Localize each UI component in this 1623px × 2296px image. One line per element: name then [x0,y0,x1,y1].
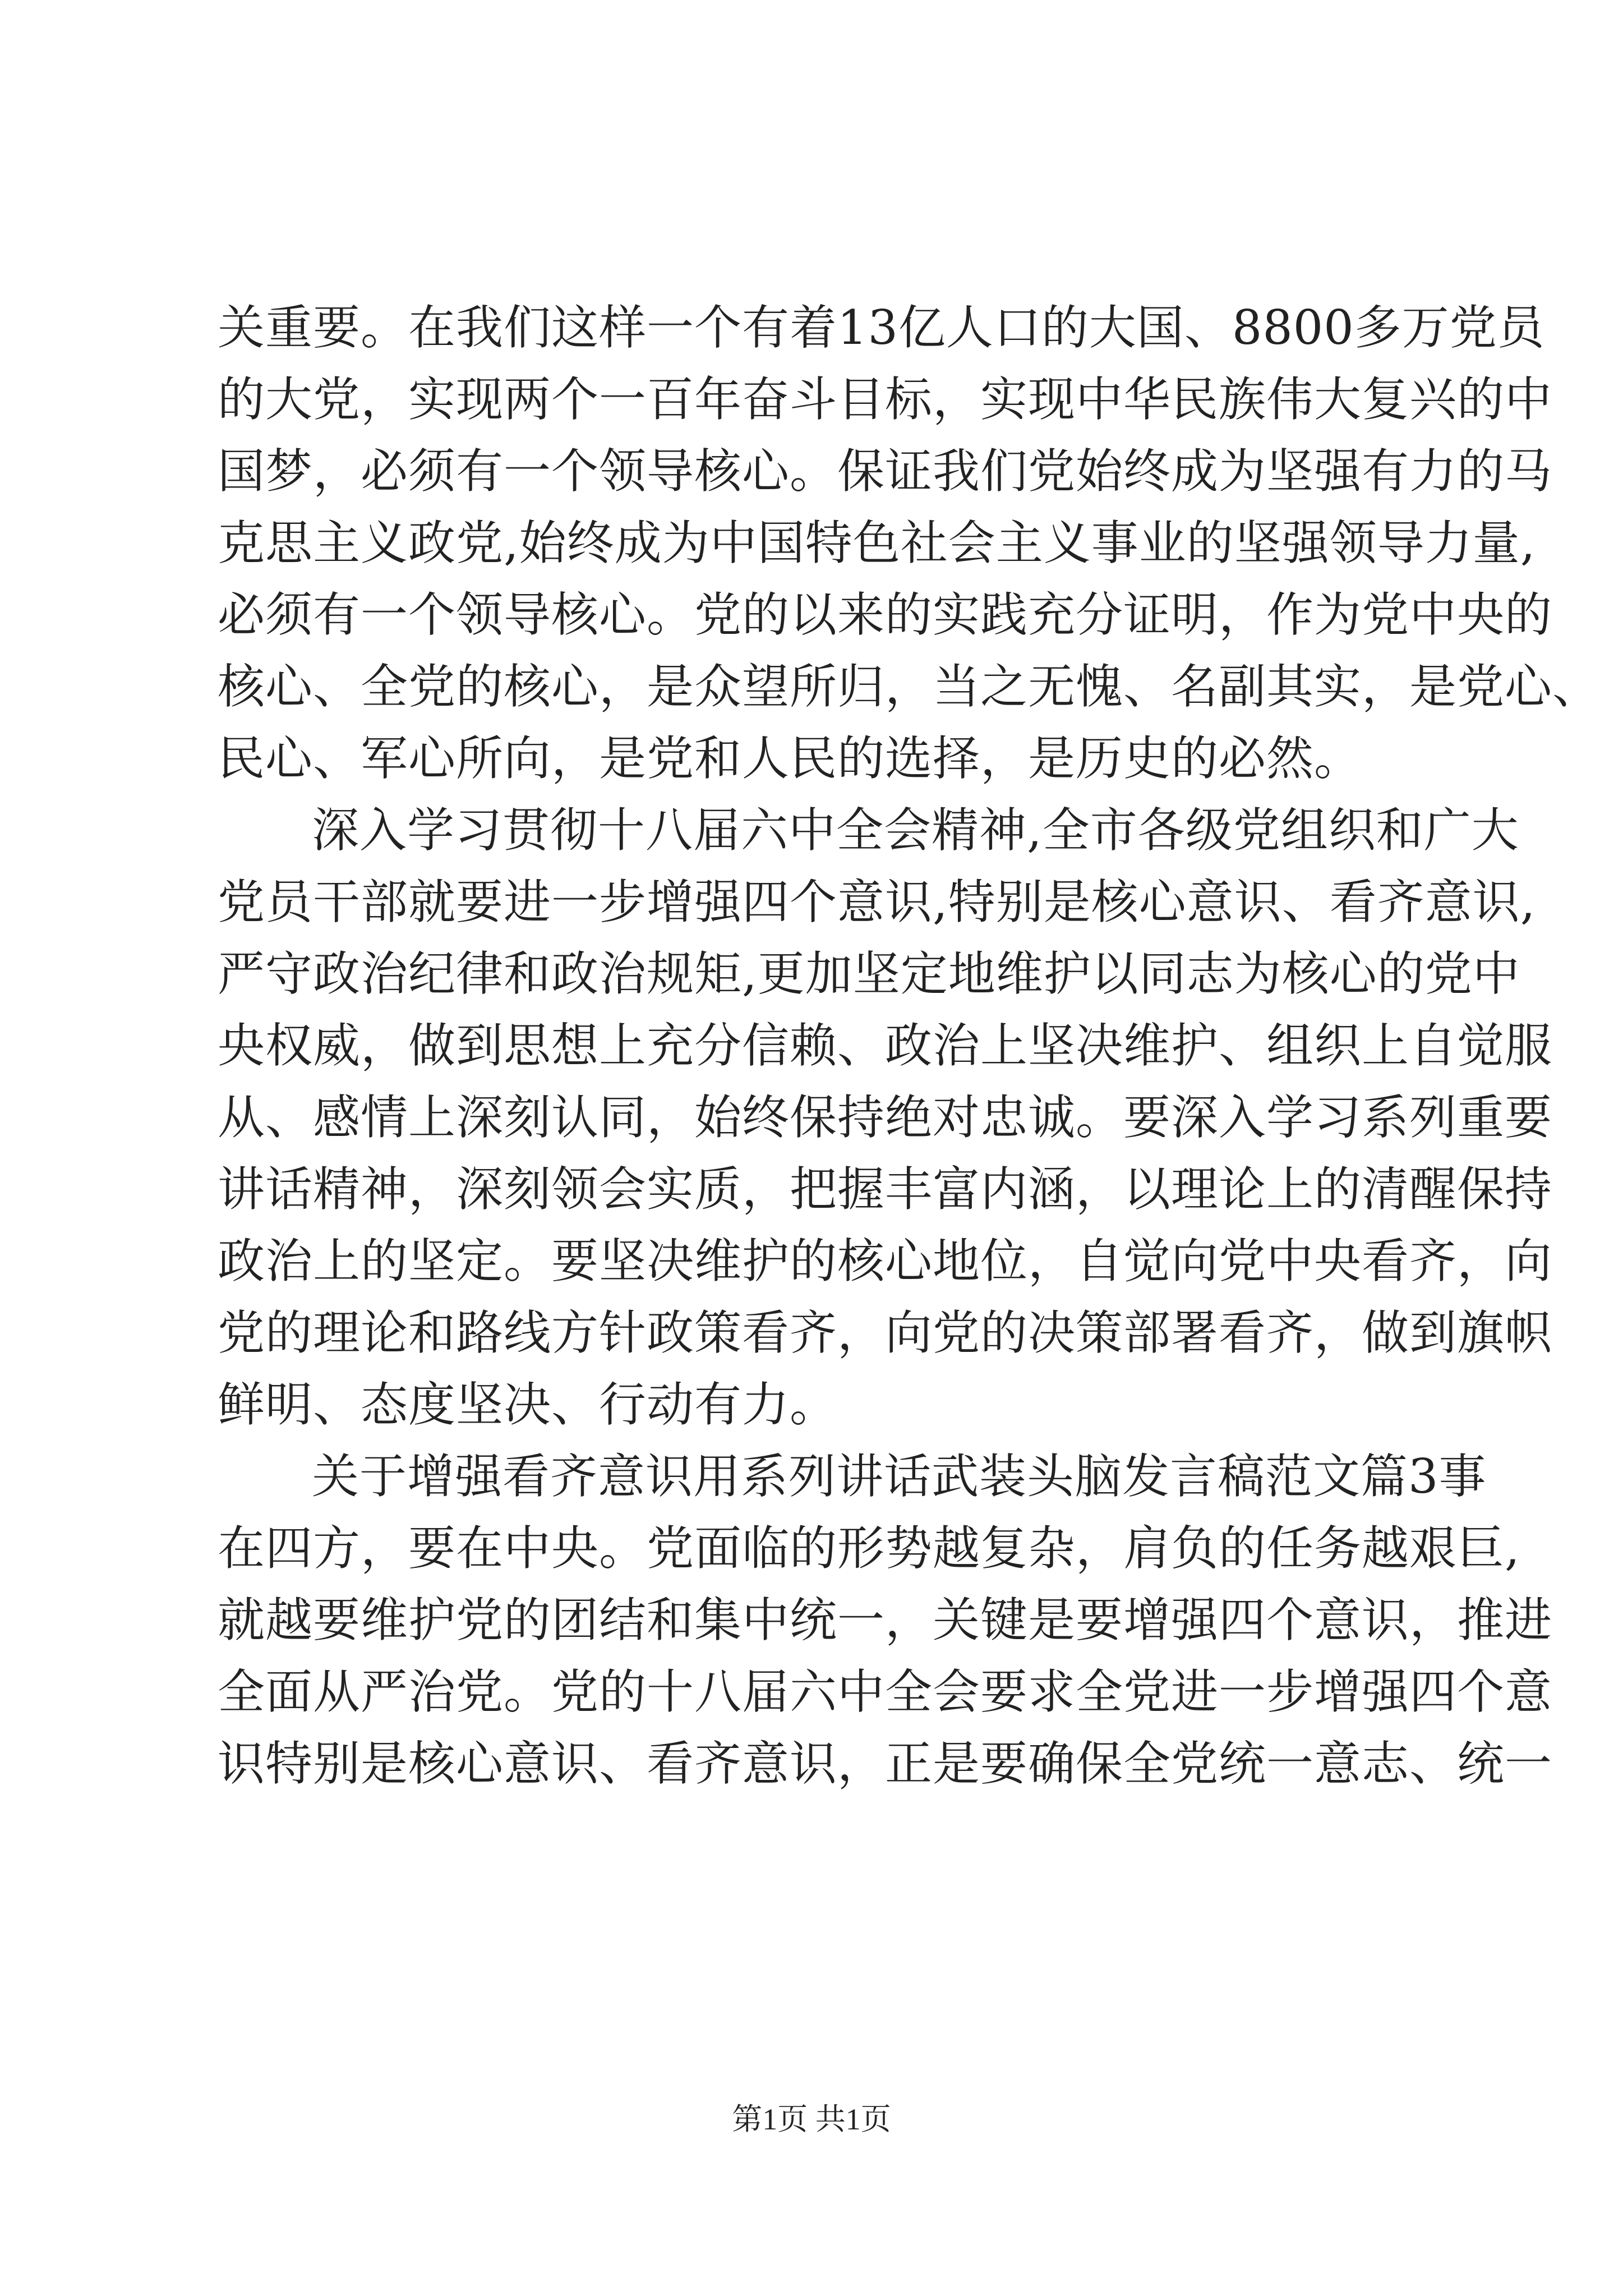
paragraph-2 [218,794,1553,1441]
text-line: 国梦，必须有一个领导核心。保证我们党始终成为坚强有力的马 [218,444,1553,499]
text-line: 讲话精神，深刻领会实质，把握丰富内涵，以理论上的清醒保持 [218,1162,1553,1217]
text-line: 民心、军心所向，是党和人民的选择，是历史的必然。 [218,731,1362,786]
text-line: 识特别是核心意识、看齐意识，正是要确保全党统一意志、统一 [218,1736,1553,1791]
text-line: 全面从严治党。党的十八届六中全会要求全党进一步增强四个意 [218,1664,1553,1719]
paragraph-1 [218,292,1601,794]
text-line: 的大党，实现两个一百年奋斗目标，实现中华民族伟大复兴的中 [218,372,1553,427]
text-line: 深入学习贯彻十八届六中全会精神,全市各级党组织和广大 [312,803,1519,858]
body-text [218,292,1601,1800]
text-line: 核心、全党的核心，是众望所归，当之无愧、名副其实，是党心、 [218,659,1601,714]
text-line: 在四方，要在中央。党面临的形势越复杂，肩负的任务越艰巨, [218,1521,1520,1576]
text-line: 央权威，做到思想上充分信赖、政治上坚决维护、组织上自觉服 [218,1018,1553,1073]
text-line: 党的理论和路线方针政策看齐，向党的决策部署看齐，做到旗帜 [218,1305,1553,1360]
text-line: 鲜明、态度坚决、行动有力。 [218,1377,838,1432]
text-line: 就越要维护党的团结和集中统一，关键是要增强四个意识，推进 [218,1593,1553,1648]
text-line: 从、感情上深刻认同，始终保持绝对忠诚。要深入学习系列重要 [218,1090,1553,1145]
text-line: 关重要。在我们这样一个有着13亿人口的大国、8800多万党员 [218,300,1545,355]
text-line: 必须有一个领导核心。党的以来的实践充分证明，作为党中央的 [218,587,1553,642]
text-line: 严守政治纪律和政治规矩,更加坚定地维护以同志为核心的党中 [218,946,1520,1001]
text-line: 克思主义政党,始终成为中国特色社会主义事业的坚强领导力量, [218,516,1536,570]
paragraph-3 [218,1441,1553,1800]
text-line: 政治上的坚定。要坚决维护的核心地位，自觉向党中央看齐，向 [218,1234,1553,1289]
page-number-footer: 第1页 共1页 [732,2102,891,2136]
text-line: 党员干部就要进一步增强四个意识,特别是核心意识、看齐意识, [218,875,1536,930]
text-line: 关于增强看齐意识用系列讲话武装头脑发言稿范文篇3事 [312,1449,1487,1504]
